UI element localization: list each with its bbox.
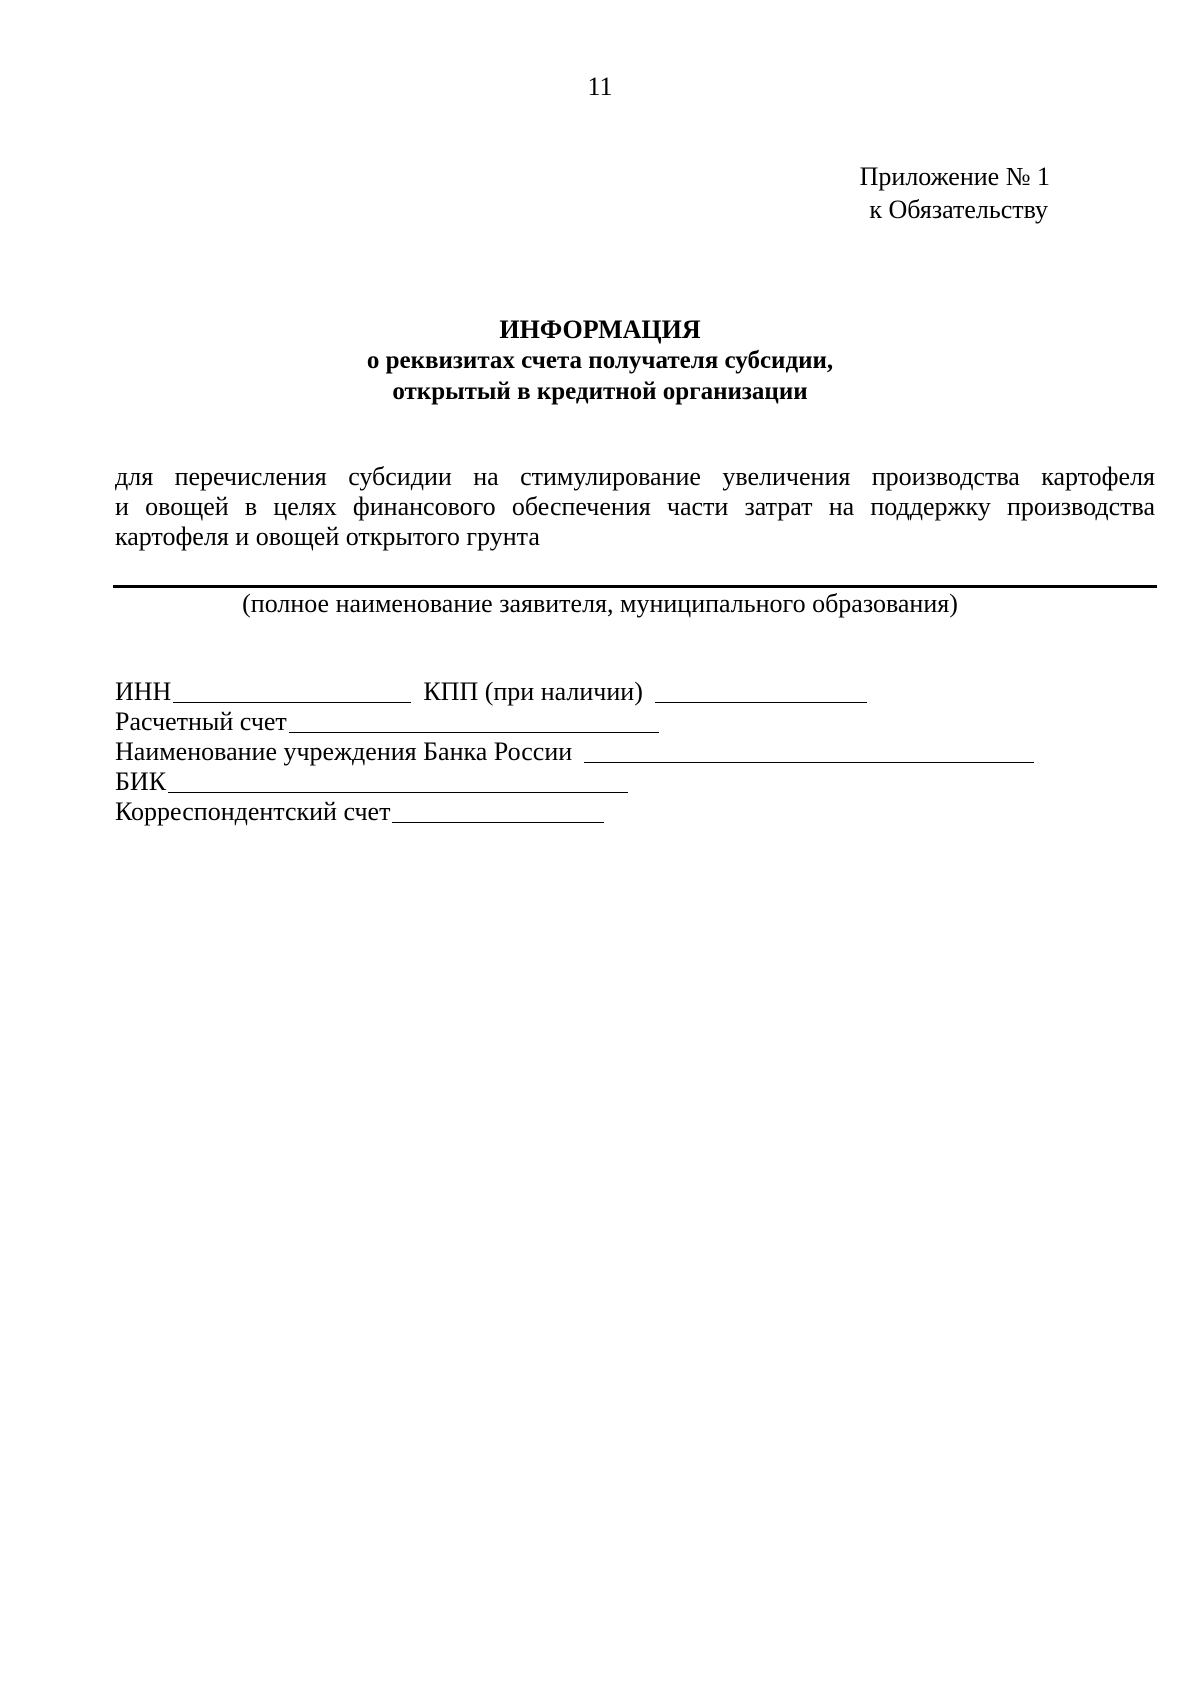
applicant-name-caption: (полное наименование заявителя, муниципального образования) xyxy=(242,589,958,618)
appendix-reference xyxy=(860,160,1050,226)
kpp-label: КПП (при наличии) xyxy=(423,677,643,706)
appendix-number: Приложение № 1 xyxy=(859,162,1050,191)
corr-account-label: Корреспондентский счет xyxy=(115,797,391,826)
purpose-paragraph xyxy=(115,462,1155,552)
bik-label: БИК xyxy=(115,767,167,796)
account-label: Расчетный счет xyxy=(115,707,287,736)
bank-label: Наименование учреждения Банка России xyxy=(115,737,573,766)
inn-kpp-row xyxy=(115,677,1034,707)
purpose-line-2: и овощей в целях финансового обеспечения части затрат на поддержку производства xyxy=(115,492,1155,521)
document-title xyxy=(0,314,1200,407)
page-number: 11 xyxy=(587,72,613,101)
inn-field[interactable] xyxy=(173,680,411,703)
corr-account-field[interactable] xyxy=(392,800,604,823)
purpose-line-3: картофеля и овощей открытого грунта xyxy=(115,522,540,551)
bank-details-fields xyxy=(115,677,1034,827)
bank-field[interactable] xyxy=(584,740,1034,763)
appendix-target: к Обязательству xyxy=(869,195,1048,224)
inn-label: ИНН xyxy=(115,677,172,706)
title-heading: ИНФОРМАЦИЯ xyxy=(499,315,701,344)
kpp-field[interactable] xyxy=(655,680,867,703)
title-subline-1: о реквизитах счета получателя субсидии, xyxy=(366,347,834,374)
bik-row xyxy=(115,767,1034,797)
applicant-name-blank[interactable] xyxy=(113,585,1157,588)
account-field[interactable] xyxy=(289,710,659,733)
corr-account-row xyxy=(115,797,1034,827)
bik-field[interactable] xyxy=(168,770,628,793)
title-subline-2: открытый в кредитной организации xyxy=(392,378,808,405)
purpose-line-1: для перечисления субсидии на стимулирование увеличения производства картофеля xyxy=(115,462,1155,491)
account-row xyxy=(115,707,1034,737)
bank-row xyxy=(115,737,1034,767)
